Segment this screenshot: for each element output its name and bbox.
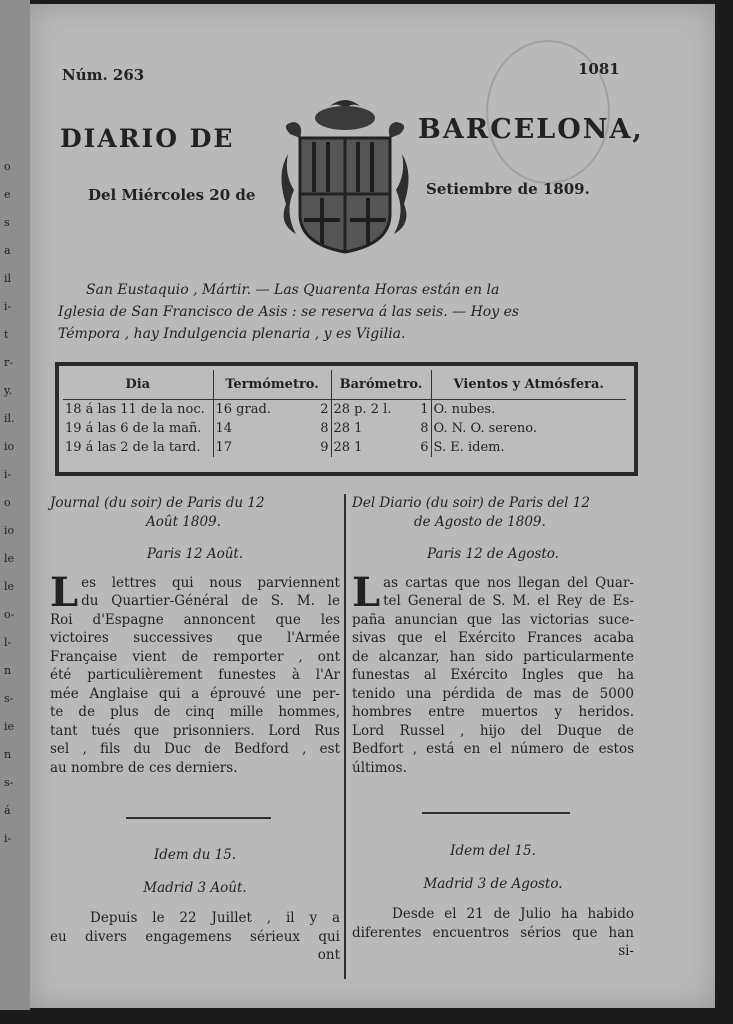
text-line: été particulièrement funestes à l'Ar: [50, 667, 340, 683]
text-line: victoires successives que l'Armée: [50, 630, 340, 646]
weather-table: [63, 370, 626, 457]
cell-barometro: 28 1 6: [331, 438, 431, 457]
cell-vientos: O. nubes.: [433, 402, 496, 417]
saint-notice-line-3: Témpora , hay Indulgencia plenaria , y es Vigilia.: [58, 326, 406, 342]
cell-dia: 19 á las 2 de la tard.: [63, 438, 213, 457]
margin-fragment: y.: [4, 384, 13, 397]
margin-fragment: a: [4, 244, 11, 257]
text-line: hombres entre muertos y heridos.: [352, 704, 634, 720]
cell-termometro: 16 grad. 2: [213, 400, 331, 420]
weather-row: [63, 419, 626, 438]
right-dropcap: L: [352, 568, 381, 616]
text-line: Desde el 21 de Julio ha habido: [392, 906, 634, 922]
left-paragraph-1: [50, 568, 340, 778]
right-section-rule: [422, 812, 570, 814]
margin-fragment: io: [4, 524, 15, 537]
margin-fragment: s-: [4, 776, 14, 789]
weather-table-frame: [55, 362, 638, 476]
left-source-head-2: Août 1809.: [146, 513, 221, 530]
cell-barometro: 28 p. 2 l. 1: [331, 400, 431, 420]
column-divider: [344, 494, 346, 979]
right-source-head-2: de Agosto de 1809.: [414, 513, 546, 530]
issue-number: Núm. 263: [62, 66, 145, 84]
margin-fragment: n: [4, 748, 12, 761]
left-dateline-2: Madrid 3 Août.: [143, 879, 247, 896]
page-number: 1081: [578, 60, 620, 78]
cell-termometro: 14 8: [213, 419, 331, 438]
right-column-article-2: [352, 842, 634, 961]
margin-fragment: o: [4, 496, 11, 509]
text-line: diferentes encuentros sérios que han: [352, 924, 634, 941]
margin-fragment: ie: [4, 720, 15, 733]
cell-barometro: 28 1 8: [331, 419, 431, 438]
weather-row: [63, 400, 626, 420]
text-line: au nombre de ces derniers.: [50, 759, 238, 776]
header-barometro: Barómetro.: [331, 370, 431, 400]
text-line: du Quartier-Général de S. M. le: [81, 593, 340, 609]
left-section-rule: [126, 817, 271, 819]
margin-fragment: io: [4, 440, 15, 453]
weather-header-row: [63, 370, 626, 400]
text-line: es lettres qui nous parviennent: [81, 574, 340, 591]
margin-fragment: l-: [4, 636, 12, 649]
text-line: te de plus de cinq mille hommes,: [50, 704, 340, 720]
margin-fragment: n: [4, 664, 12, 677]
margin-fragment: il: [4, 272, 12, 285]
saint-notice-line-2: Iglesia de San Francisco de Asis : se reserva á las seis. — Hoy es: [58, 304, 520, 320]
left-source-head-1: Journal (du soir) de Paris du 12: [50, 495, 265, 511]
margin-fragment: le: [4, 580, 15, 593]
cell-vientos: O. N. O. sereno.: [433, 421, 538, 436]
date-line-right: Setiembre de 1809.: [426, 180, 590, 198]
text-line: de alcanzar, han sido particularmente: [352, 648, 634, 665]
margin-fragment: i-: [4, 832, 12, 845]
margin-fragment: e: [4, 188, 11, 201]
margin-fragment: t: [4, 328, 9, 341]
right-dateline-2: Madrid 3 de Agosto.: [423, 875, 563, 892]
margin-fragment: le: [4, 552, 15, 565]
date-line-left: Del Miércoles 20 de: [88, 186, 256, 204]
margin-fragment: s: [4, 216, 10, 229]
text-line: Française vient de remporter , ont: [50, 648, 340, 665]
text-line: Bedfort , está en el número de estos: [352, 741, 634, 757]
text-line: funestas al Exército Ingles que ha: [352, 667, 634, 683]
text-line: Roi d'Espagne annoncent que les: [50, 611, 340, 628]
margin-fragment: r-: [4, 356, 13, 369]
left-column-article-2: [50, 846, 340, 965]
text-line: Lord Russel , hijo del Duque de: [352, 722, 634, 739]
right-paragraph-2: [352, 905, 634, 961]
header-vientos: Vientos y Atmósfera.: [431, 370, 626, 400]
left-column-article: [50, 494, 340, 777]
left-idem: Idem du 15.: [153, 847, 237, 863]
cell-vientos: S. E. idem.: [433, 440, 505, 455]
text-line: sel , fils du Duc de Bedford , est: [50, 741, 340, 757]
text-line: últimos.: [352, 759, 407, 776]
header-dia: Dia: [63, 370, 213, 400]
masthead-title-left: DIARIO DE: [60, 124, 235, 153]
newspaper-page: [30, 4, 715, 1008]
text-line: eu divers engagemens sérieux qui: [50, 928, 340, 945]
margin-fragment: i-: [4, 468, 12, 481]
text-line: tenido una pérdida de mas de 5000: [352, 685, 634, 702]
saint-notice-line-1: San Eustaquio , Mártir. — Las Quarenta Horas están en la: [86, 282, 500, 298]
masthead-title-right: BARCELONA,: [418, 114, 644, 145]
text-line: tant tués que prisonniers. Lord Rus: [50, 722, 340, 739]
margin-fragment: o-: [4, 608, 15, 621]
text-line: sivas que el Exército Frances acaba: [352, 630, 634, 646]
text-line: ont: [317, 947, 340, 963]
margin-fragment: o: [4, 160, 11, 173]
cell-dia: 18 á las 11 de la noc.: [63, 400, 213, 420]
left-dropcap: L: [50, 568, 79, 616]
right-idem: Idem del 15.: [450, 843, 536, 859]
margin-fragment: á: [4, 804, 11, 817]
text-line: tel General de S. M. el Rey de Es-: [383, 593, 634, 609]
text-line: mée Anglaise qui a éprouvé une per-: [50, 685, 340, 702]
right-column-article: [352, 494, 634, 777]
margin-fragment: s-: [4, 692, 14, 705]
right-source-head-1: Del Diario (du soir) de Paris del 12: [352, 495, 590, 511]
text-line: as cartas que nos llegan del Quar-: [383, 574, 634, 591]
weather-row: [63, 438, 626, 457]
cell-dia: 19 á las 6 de la mañ.: [63, 419, 213, 438]
left-dateline: Paris 12 Août.: [146, 546, 244, 562]
margin-fragment: i-: [4, 300, 12, 313]
header-termometro: Termómetro.: [213, 370, 331, 400]
text-line: si-: [618, 943, 634, 959]
margin-fragment: il.: [4, 412, 15, 425]
right-dateline: Paris 12 de Agosto.: [427, 546, 559, 562]
text-line: Depuis le 22 Juillet , il y a: [90, 910, 340, 926]
right-paragraph-1: [352, 568, 634, 778]
coat-of-arms-crest: [270, 94, 420, 256]
text-line: paña anuncian que las victorias suce-: [352, 611, 634, 628]
cell-termometro: 17 9: [213, 438, 331, 457]
left-paragraph-2: [50, 909, 340, 965]
